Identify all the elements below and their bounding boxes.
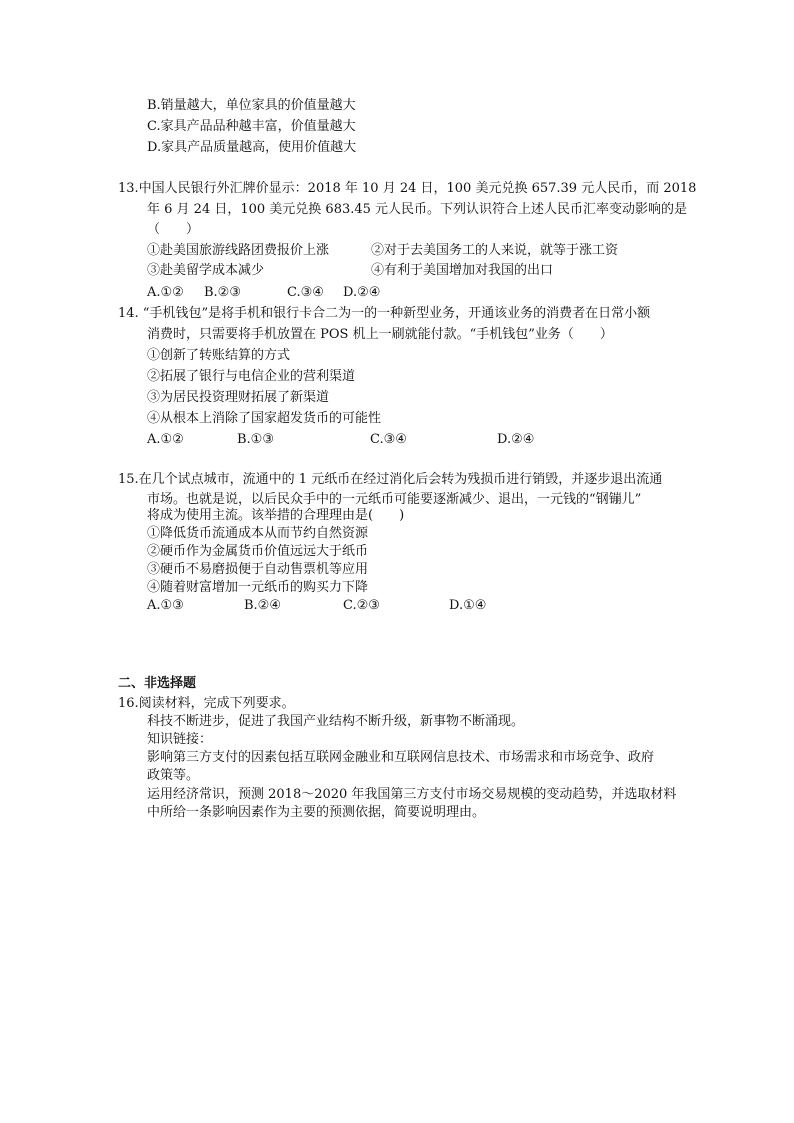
q14-choice-b: B.①③: [237, 432, 274, 447]
q14-stem-line1: 14. “手机钱包”是将手机和银行卡合二为一的一种新型业务，开通该业务的消费者在日常小额: [118, 306, 651, 321]
q14-statement-4: ④从根本上消除了国家超发货币的可能性: [147, 411, 382, 426]
q16-task-line2: 中所给一条影响因素作为主要的预测依据，简要说明理由。: [147, 805, 486, 820]
q12-option-b: B.销量越大，单位家具的价值量越大: [147, 98, 356, 113]
q14-statement-3: ③为居民投资理财拓展了新渠道: [147, 390, 330, 405]
q16-knowledge-line1: 影响第三方支付的因素包括互联网金融业和互联网信息技术、市场需求和市场竞争、政府: [147, 750, 655, 765]
q16-stem-line1: 16.阅读材料，完成下列要求。: [118, 696, 295, 711]
q13-choice-c: C.③④: [287, 285, 324, 300]
q14-statement-1: ①创新了转账结算的方式: [147, 348, 291, 363]
q14-choice-a: A.①②: [147, 432, 184, 447]
q16-knowledge-link-label: 知识链接：: [147, 732, 213, 747]
q13-statement-3: ③赴美留学成本减少: [147, 263, 265, 278]
q13-statement-1: ①赴美国旅游线路团费报价上涨: [147, 243, 330, 258]
q14-choice-c: C.③④: [370, 432, 407, 447]
q15-statement-4: ④随着财富增加一元纸币的购买力下降: [147, 580, 369, 595]
q12-option-c: C.家具产品品种越丰富，价值量越大: [147, 119, 356, 134]
q15-choice-d: D.①④: [449, 598, 487, 613]
q15-statement-2: ②硬币作为金属货币价值远远大于纸币: [147, 544, 369, 559]
q13-choice-a: A.①②: [147, 285, 184, 300]
q13-statement-2: ②对于去美国务工的人来说，就等于涨工资: [371, 243, 619, 258]
q13-stem-line2: 年 6 月 24 日，100 美元兑换 683.45 元人民币。下列认识符合上述人民币汇率变动影响的是: [147, 202, 688, 217]
q13-statement-4: ④有利于美国增加对我国的出口: [371, 263, 554, 278]
q15-choice-c: C.②③: [343, 598, 380, 613]
q14-statement-2: ②拓展了银行与电信企业的营利渠道: [147, 369, 356, 384]
q15-stem-line1: 15.在几个试点城市，流通中的 1 元纸币在经过消化后会转为残损币进行销毁，并逐步退出流通: [118, 472, 663, 487]
q13-stem-line1: 13.中国人民银行外汇牌价显示：2018 年 10 月 24 日，100 美元兑换 657.39 元人民币，而 2018: [118, 181, 697, 196]
q15-choice-a: A.①③: [147, 598, 184, 613]
q15-choice-b: B.②④: [244, 598, 281, 613]
q15-statement-1: ①降低货币流通成本从而节约自然资源: [147, 526, 369, 541]
q15-statement-3: ③硬币不易磨损便于自动售票机等应用: [147, 562, 369, 577]
q15-stem-line3: 将成为使用主流。该举措的合理理由是( ): [147, 508, 405, 523]
q16-material-text: 科技不断进步，促进了我国产业结构不断升级，新事物不断涌现。: [147, 714, 525, 729]
q15-stem-line2: 市场。也就是说，以后民众手中的一元纸币可能要逐渐减少、退出，一元钱的“钢镚儿”: [147, 492, 642, 507]
q12-option-d: D.家具产品质量越高，使用价值越大: [147, 140, 357, 155]
q16-knowledge-line2: 政策等。: [147, 768, 200, 783]
q13-stem-line3: （ ）: [147, 222, 200, 237]
q14-choice-d: D.②④: [497, 432, 535, 447]
section-heading: 二、非选择题: [118, 676, 197, 691]
q14-stem-line2: 消费时，只需要将手机放置在 POS 机上一刷就能付款。“手机钱包”业务（ ）: [147, 327, 613, 342]
q13-choice-b: B.②③: [204, 285, 241, 300]
q16-task-line1: 运用经济常识，预测 2018～2020 年我国第三方支付市场交易规模的变动趋势，并选取材料: [147, 787, 677, 802]
q13-choice-d: D.②④: [343, 285, 381, 300]
